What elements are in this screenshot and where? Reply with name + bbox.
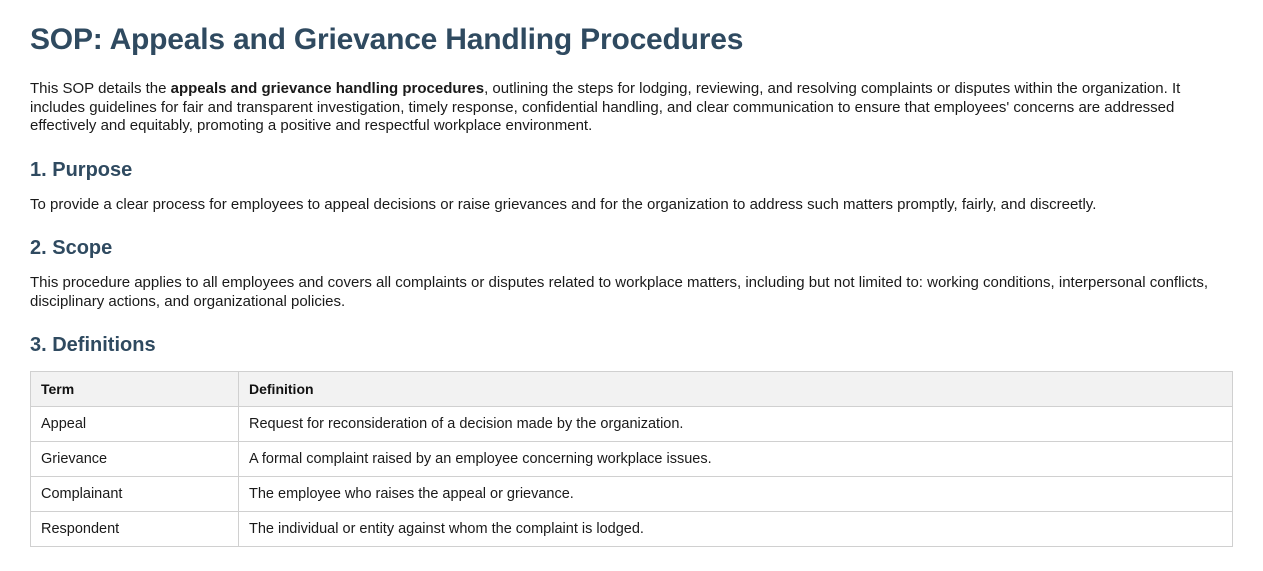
definitions-table bbox=[30, 371, 1233, 547]
section-text-purpose: To provide a clear process for employees to appeal decisions or raise grievances and for the organization to address such matters promptly, fairly, and discreetly. bbox=[30, 195, 1097, 213]
page-title: SOP: Appeals and Grievance Handling Procedures bbox=[30, 23, 744, 56]
cell-definition: The employee who raises the appeal or grievance. bbox=[239, 477, 1233, 512]
section-heading-definitions: 3. Definitions bbox=[30, 334, 156, 356]
cell-term: Complainant bbox=[31, 477, 239, 512]
cell-definition: Request for reconsideration of a decision made by the organization. bbox=[239, 407, 1233, 442]
table-row bbox=[31, 477, 1233, 512]
intro-emphasis: appeals and grievance handling procedures bbox=[170, 80, 485, 97]
section-heading-purpose: 1. Purpose bbox=[30, 158, 133, 181]
cell-term: Respondent bbox=[31, 512, 239, 547]
section-text-scope: This procedure applies to all employees and covers all complaints or disputes related to workplace matters, including but not limited to: working conditions, interpersonal conflicts, disciplinary actions, and organizational policies. bbox=[30, 274, 1209, 310]
section-heading-scope: 2. Scope bbox=[30, 237, 113, 259]
table-header-row bbox=[31, 372, 1233, 407]
intro-rest: , outlining the steps for lodging, reviewing, and resolving complaints or disputes within the organization. It includes guidelines for fair and transparent investigation, timely response, confidential handling, and clear communication to ensure that employees' concerns are addressed effectively and equitably, promoting a positive and respectful workplace environment. bbox=[30, 80, 1181, 134]
intro-paragraph bbox=[30, 80, 1210, 136]
cell-definition: The individual or entity against whom the complaint is lodged. bbox=[239, 512, 1233, 547]
table-row bbox=[31, 512, 1233, 547]
cell-term: Appeal bbox=[31, 407, 239, 442]
column-header-term: Term bbox=[31, 372, 239, 407]
intro-lead: This SOP details the bbox=[30, 80, 171, 97]
table-row bbox=[31, 442, 1233, 477]
cell-term: Grievance bbox=[31, 442, 239, 477]
cell-definition: A formal complaint raised by an employee concerning workplace issues. bbox=[239, 442, 1233, 477]
column-header-definition: Definition bbox=[239, 372, 1233, 407]
table-row bbox=[31, 407, 1233, 442]
